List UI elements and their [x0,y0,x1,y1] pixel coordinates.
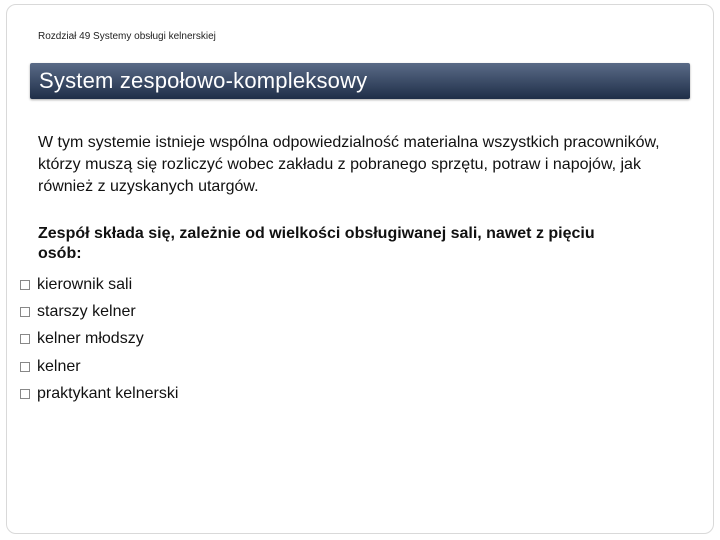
role-label: kelner młodszy [37,330,144,348]
checkbox-bullet-icon [20,362,30,372]
list-item [20,353,178,380]
role-label: kierownik sali [37,275,133,293]
team-heading: Zespół składa się, zależnie od wielkości obsługiwanej sali, nawet z pięciu osób: [38,225,595,262]
role-label: starszy kelner [37,303,136,321]
role-label: kelner [37,357,81,375]
checkbox-bullet-icon [20,307,30,317]
checkbox-bullet-icon [20,334,30,344]
slide-title: System zespołowo-kompleksowy [39,68,368,93]
checkbox-bullet-icon [20,280,30,290]
intro-paragraph: W tym systemie istnieje wspólna odpowiedzialność materialna wszystkich pracowników, którzy muszą się rozliczyć wobec zakładu z pobranego sprzętu, potraw i napojów, jak również z uzyskanych utargów. [38,134,660,195]
list-item [20,271,178,298]
role-label: praktykant kelnerski [37,385,179,403]
list-item [20,381,178,408]
list-item [20,298,178,325]
checkbox-bullet-icon [20,389,30,399]
roles-list [20,271,178,408]
chapter-header: Rozdział 49 Systemy obsługi kelnerskiej [38,31,216,42]
list-item [20,326,178,353]
title-bar [30,63,690,99]
